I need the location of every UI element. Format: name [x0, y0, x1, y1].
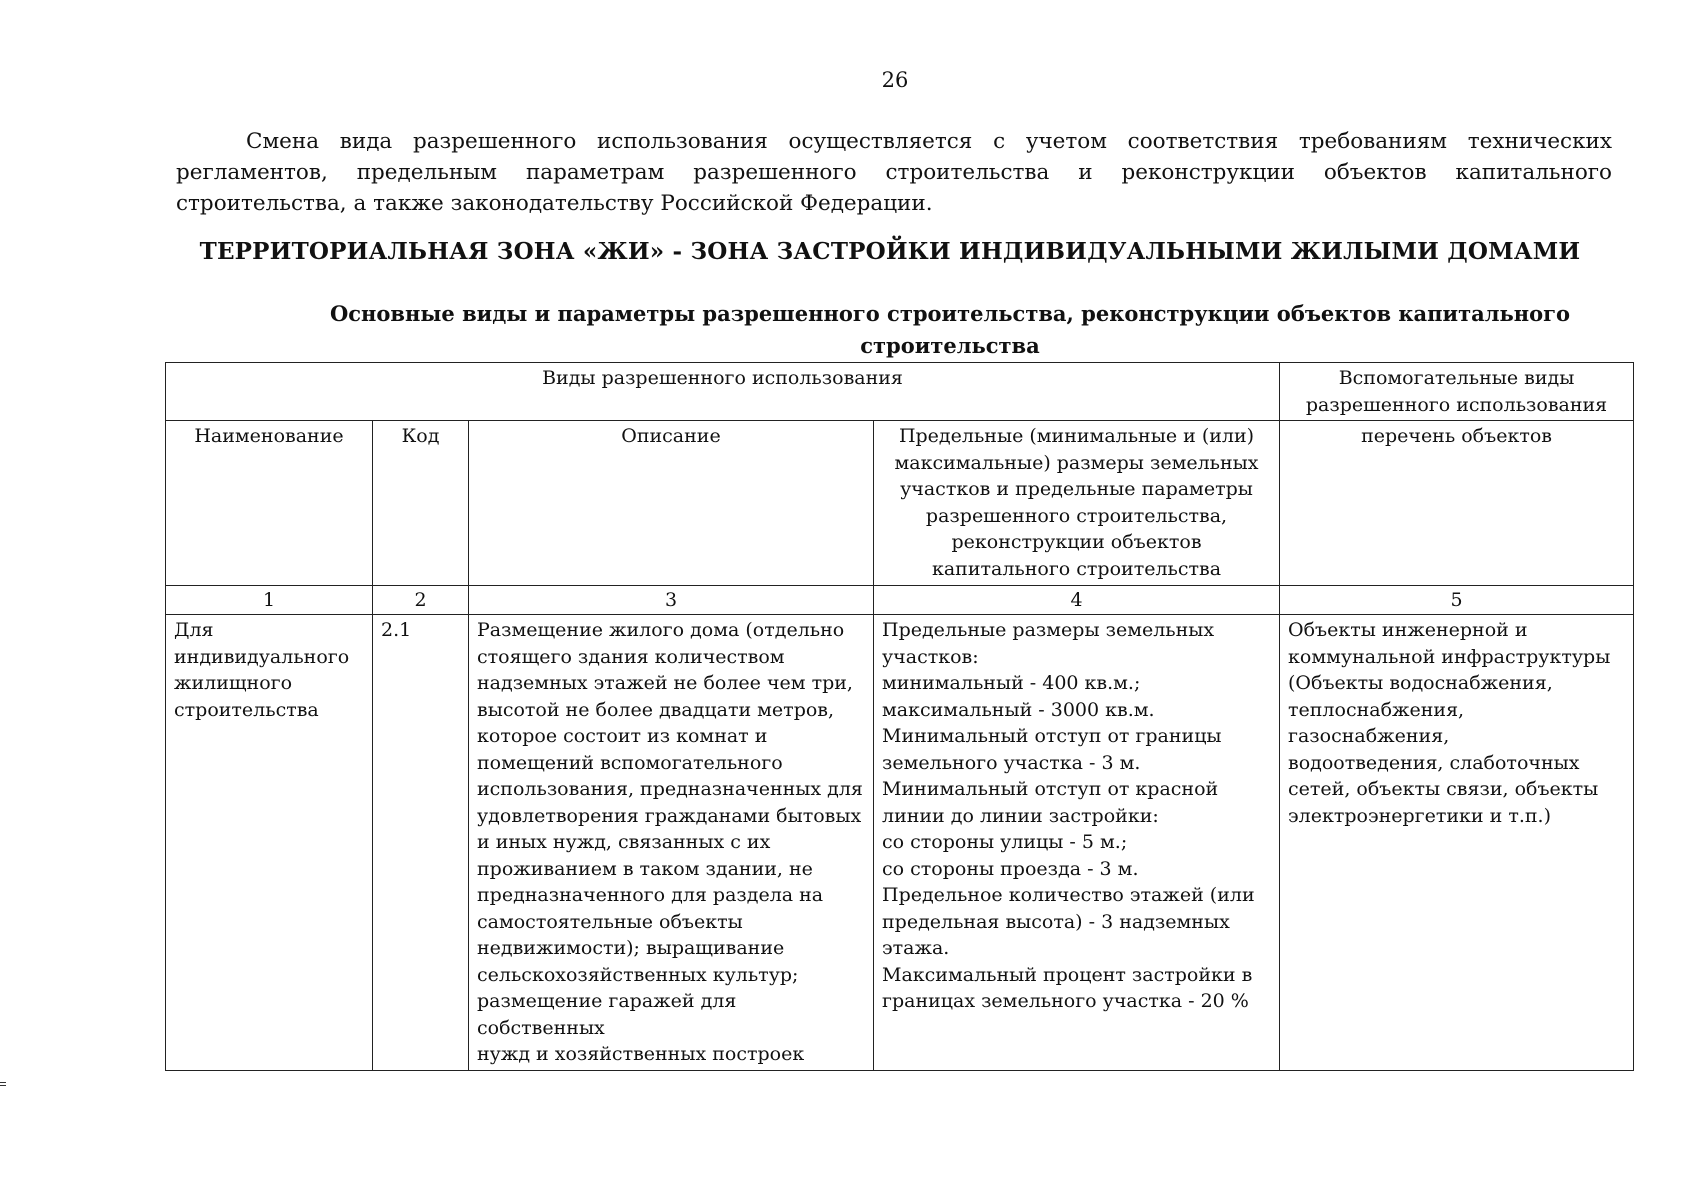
column-header-limits-line: участков и предельные параметры: [900, 478, 1253, 500]
zone-title: ТЕРРИТОРИАЛЬНАЯ ЗОНА «ЖИ» - ЗОНА ЗАСТРОЙКИ ИНДИВИДУАЛЬНЫМИ ЖИЛЫМИ ДОМАМИ: [199, 238, 1581, 265]
cell-line: (Объекты водоснабжения,: [1288, 672, 1553, 694]
cell-line: Предельные размеры земельных: [882, 619, 1215, 641]
table-column-header-row: [166, 421, 1634, 586]
cell-line: сельскохозяйственных культур;: [477, 963, 799, 986]
cell-line: электроэнергетики и т.п.): [1288, 804, 1551, 827]
column-header-limits-line: Предельные (минимальные и (или): [898, 425, 1255, 447]
column-header-limits: [874, 421, 1280, 586]
permitted-use-table: [165, 362, 1634, 1071]
cell-name: [166, 615, 373, 1071]
cell-line: со стороны улицы - 5 м.;: [882, 831, 1128, 853]
cell-description: [469, 615, 874, 1071]
section-title: [300, 298, 1600, 362]
cell-line: земельного участка - 3 м.: [882, 751, 1141, 774]
cell-line: которое состоит из комнат и: [477, 725, 768, 747]
group-header-aux-line: Вспомогательные виды: [1338, 367, 1575, 389]
cell-line: стоящего здания количеством: [477, 645, 785, 668]
cell-line: удовлетворения гражданами бытовых: [477, 804, 862, 827]
cell-line: предельная высота) - 3 надземных: [882, 910, 1230, 933]
column-number: 4: [874, 586, 1280, 615]
cell-line: строительства: [174, 698, 319, 721]
column-header-limits-line: реконструкции объектов: [951, 531, 1202, 553]
cell-line: высотой не более двадцати метров,: [477, 698, 835, 721]
scan-edge-mark: [0, 1082, 6, 1086]
table-row: [166, 615, 1634, 1071]
column-number: 1: [166, 586, 373, 615]
section-title-line: Основные виды и параметры разрешенного строительства, реконструкции объектов капитального: [329, 301, 1571, 326]
cell-line: и иных нужд, связанных с их: [477, 831, 771, 853]
column-number: 3: [469, 586, 874, 615]
cell-line: самостоятельные объекты: [477, 910, 743, 933]
cell-line: размещение гаражей для собственных: [477, 990, 737, 1039]
cell-line: со стороны проезда - 3 м.: [882, 857, 1139, 880]
group-header-main: Виды разрешенного использования: [166, 363, 1280, 421]
cell-line: нужд и хозяйственных построек: [477, 1043, 805, 1065]
cell-line: Минимальный отступ от красной: [882, 778, 1219, 800]
cell-limits: [874, 615, 1280, 1071]
column-header-limits-line: разрешенного строительства,: [925, 504, 1228, 527]
intro-paragraph: Смена вида разрешенного использования осуществляется с учетом соответствия требованиям технических регламентов, предельным параметрам разрешенного строительства и реконструкции объектов капитального строительства, а также законодательству Российской Федерации.: [176, 129, 1612, 216]
cell-line: надземных этажей не более чем три,: [477, 672, 853, 694]
cell-line: проживанием в таком здании, не: [477, 857, 813, 880]
cell-code: 2.1: [373, 615, 469, 1071]
column-number: 2: [373, 586, 469, 615]
cell-line: предназначенного для раздела на: [477, 884, 824, 906]
cell-line: сетей, объекты связи, объекты: [1288, 778, 1599, 800]
column-header-name: Наименование: [166, 421, 373, 586]
cell-line: газоснабжения,: [1288, 725, 1450, 747]
cell-objects: [1280, 615, 1634, 1071]
page-number: 26: [881, 68, 909, 92]
cell-line: Максимальный процент застройки в: [882, 963, 1253, 986]
column-header-limits-line: капитального строительства: [931, 557, 1222, 580]
column-header-objects: перечень объектов: [1280, 421, 1634, 586]
column-number: 5: [1280, 586, 1634, 615]
cell-line: линии до линии застройки:: [882, 804, 1159, 827]
column-header-limits-line: максимальные) размеры земельных: [894, 451, 1259, 474]
cell-line: минимальный - 400 кв.м.;: [882, 672, 1141, 694]
cell-line: помещений вспомогательного: [477, 751, 783, 774]
cell-line: Минимальный отступ от границы: [882, 725, 1222, 747]
cell-line: индивидуального: [174, 645, 350, 668]
cell-line: границах земельного участка - 20 %: [882, 990, 1249, 1012]
cell-line: участков:: [882, 645, 979, 668]
group-header-aux: [1280, 363, 1634, 421]
cell-line: водоотведения, слаботочных: [1288, 751, 1580, 774]
group-header-aux-line: разрешенного использования: [1305, 393, 1608, 416]
cell-line: коммунальной инфраструктуры: [1288, 645, 1611, 668]
cell-line: теплоснабжения,: [1288, 698, 1465, 721]
cell-line: Предельное количество этажей (или: [882, 884, 1255, 906]
column-header-code: Код: [373, 421, 469, 586]
cell-line: максимальный - 3000 кв.м.: [882, 698, 1155, 721]
section-title-line: строительства: [860, 333, 1040, 358]
cell-line: использования, предназначенных для: [477, 778, 863, 800]
column-header-description: Описание: [469, 421, 874, 586]
cell-line: недвижимости); выращивание: [477, 937, 785, 959]
table-group-header-row: [166, 363, 1634, 421]
cell-line: этажа.: [882, 937, 950, 959]
table-column-number-row: [166, 586, 1634, 615]
cell-line: Размещение жилого дома (отдельно: [477, 619, 845, 641]
cell-line: Для: [174, 619, 214, 641]
cell-line: жилищного: [174, 672, 293, 694]
cell-line: Объекты инженерной и: [1288, 619, 1528, 641]
